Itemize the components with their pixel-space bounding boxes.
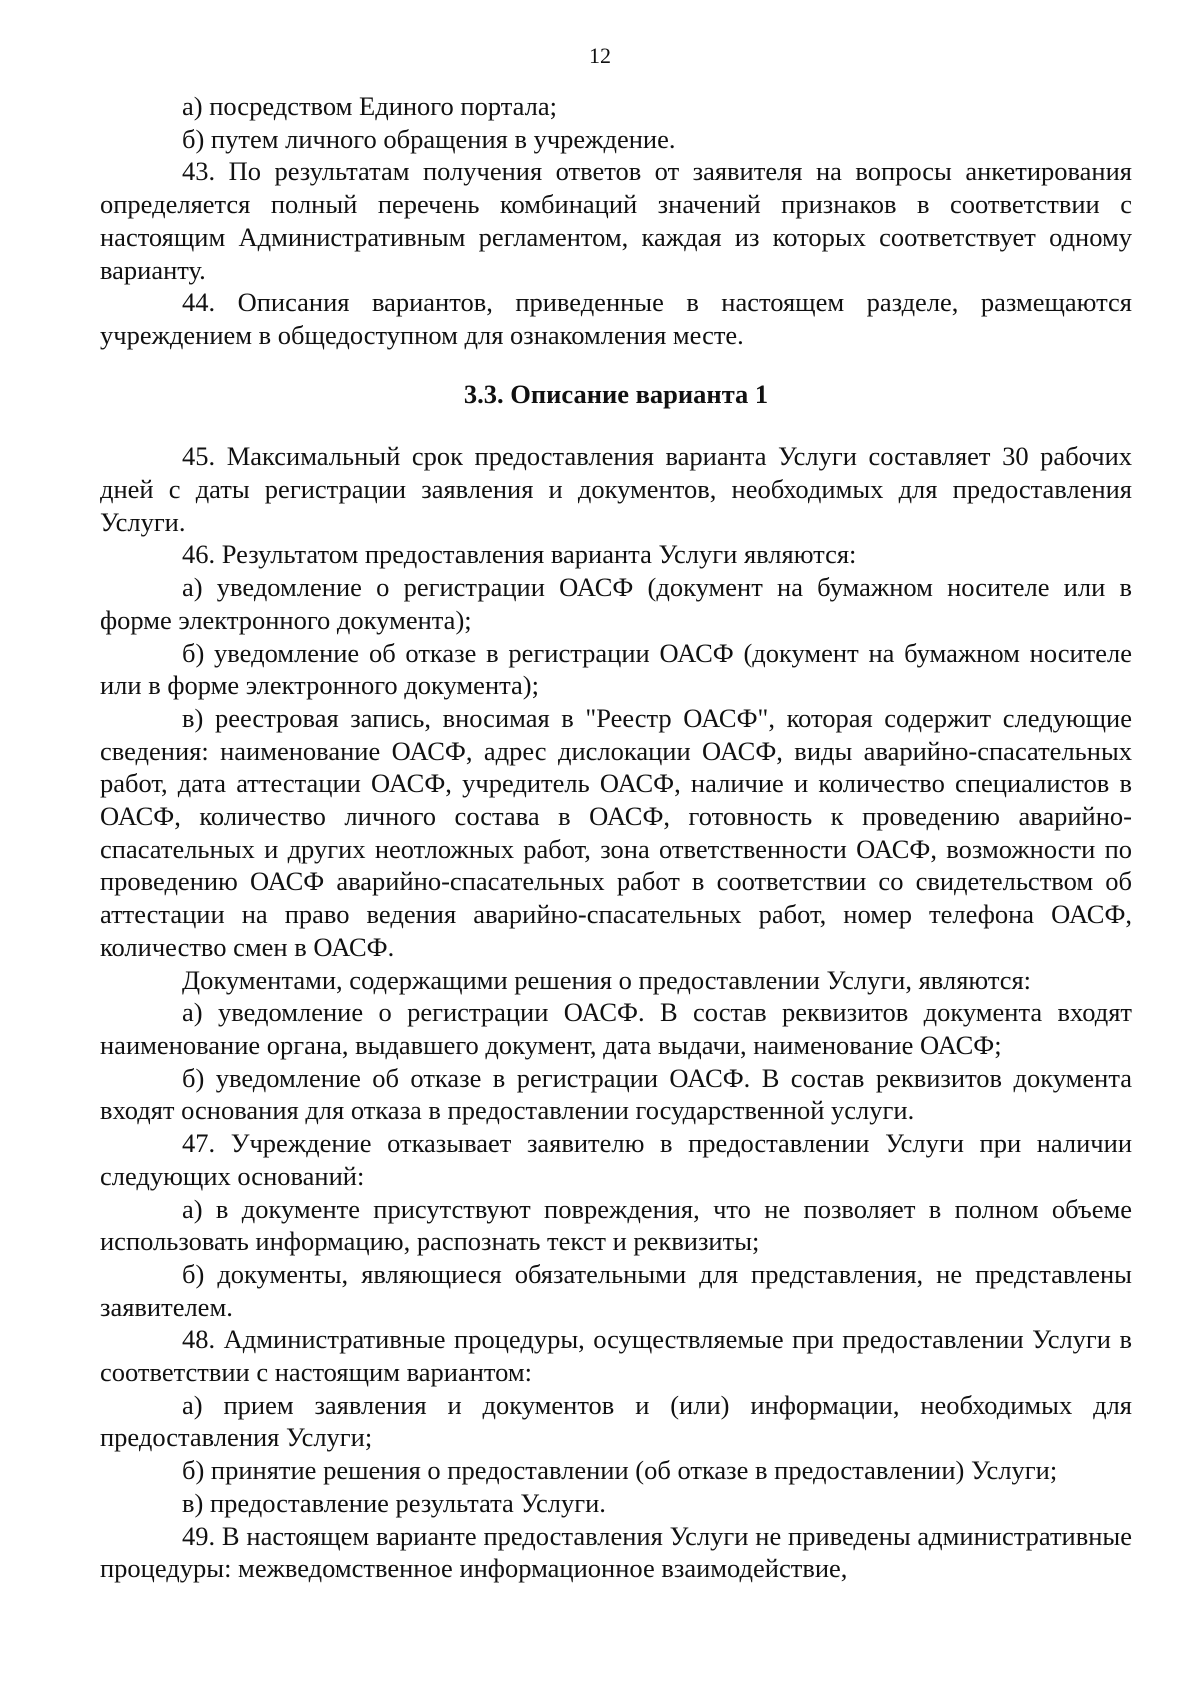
paragraph: 45. Максимальный срок предоставления варианта Услуги составляет 30 рабочих дней с даты регистрации заявления и документов, необходимых для предоставления Услуги. [100, 441, 1132, 537]
document-body [100, 90, 1132, 1585]
paragraph: 46. Результатом предоставления варианта Услуги являются: [182, 539, 857, 570]
paragraph: а) уведомление о регистрации ОАСФ. В состав реквизитов документа входят наименование органа, выдавшего документ, дата выдачи, наименование ОАСФ; [100, 997, 1132, 1060]
page-number: 12 [589, 43, 611, 68]
paragraph: б) уведомление об отказе в регистрации ОАСФ. В состав реквизитов документа входят основания для отказа в предоставлении государственной услуги. [100, 1062, 1132, 1126]
paragraph: а) посредством Единого портала; [182, 91, 557, 121]
paragraph: 43. По результатам получения ответов от заявителя на вопросы анкетирования определяется полный перечень комбинаций значений признаков в соответствии с настоящим Административным регламентом, каждая из которых соответствует одному варианту. [100, 156, 1132, 285]
paragraph: в) предоставление результата Услуги. [182, 1487, 606, 1518]
paragraph: в) реестровая запись, вносимая в "Реестр ОАСФ", которая содержит следующие сведения: наименование ОАСФ, адрес дислокации ОАСФ, виды аварийно-спасательных работ, дата аттестации ОАСФ, учредитель ОАСФ, наличие и количество специалистов в ОАСФ, количество личного состава в ОАСФ, готовность к проведению аварийно-спасательных и других неотложных работ, зона ответственности ОАСФ, возможности по проведению ОАСФ аварийно-спасательных работ в соответствии со свидетельством об аттестации на право ведения аварийно-спасательных работ, номер телефона ОАСФ, количество смен в ОАСФ. [100, 702, 1132, 962]
paragraph: б) документы, являющиеся обязательными для представления, не представлены заявителем. [100, 1258, 1132, 1322]
paragraph: а) в документе присутствуют повреждения, что не позволяет в полном объеме использовать информацию, распознать текст и реквизиты; [100, 1193, 1132, 1257]
paragraph: а) прием заявления и документов и (или) информации, необходимых для предоставления Услуги; [100, 1389, 1132, 1453]
paragraph: б) уведомление об отказе в регистрации ОАСФ (документ на бумажном носителе или в форме электронного документа); [100, 637, 1132, 701]
paragraph: б) принятие решения о предоставлении (об отказе в предоставлении) Услуги; [182, 1455, 1058, 1486]
paragraph: Документами, содержащими решения о предоставлении Услуги, являются: [182, 964, 1032, 995]
paragraph: 44. Описания вариантов, приведенные в настоящем разделе, размещаются учреждением в общедоступном для ознакомления месте. [100, 287, 1132, 350]
paragraph: 47. Учреждение отказывает заявителю в предоставлении Услуги при наличии следующих оснований: [100, 1128, 1132, 1191]
paragraph: 49. В настоящем варианте предоставления Услуги не приведены административные процедуры: межведомственное информационное взаимодействие, [100, 1520, 1132, 1584]
paragraph: а) уведомление о регистрации ОАСФ (документ на бумажном носителе или в форме электронного документа); [100, 572, 1132, 635]
paragraph: б) путем личного обращения в учреждение. [182, 123, 676, 154]
paragraph: 48. Административные процедуры, осуществляемые при предоставлении Услуги в соответствии с настоящим вариантом: [100, 1324, 1132, 1388]
section-heading: 3.3. Описание варианта 1 [463, 378, 769, 409]
